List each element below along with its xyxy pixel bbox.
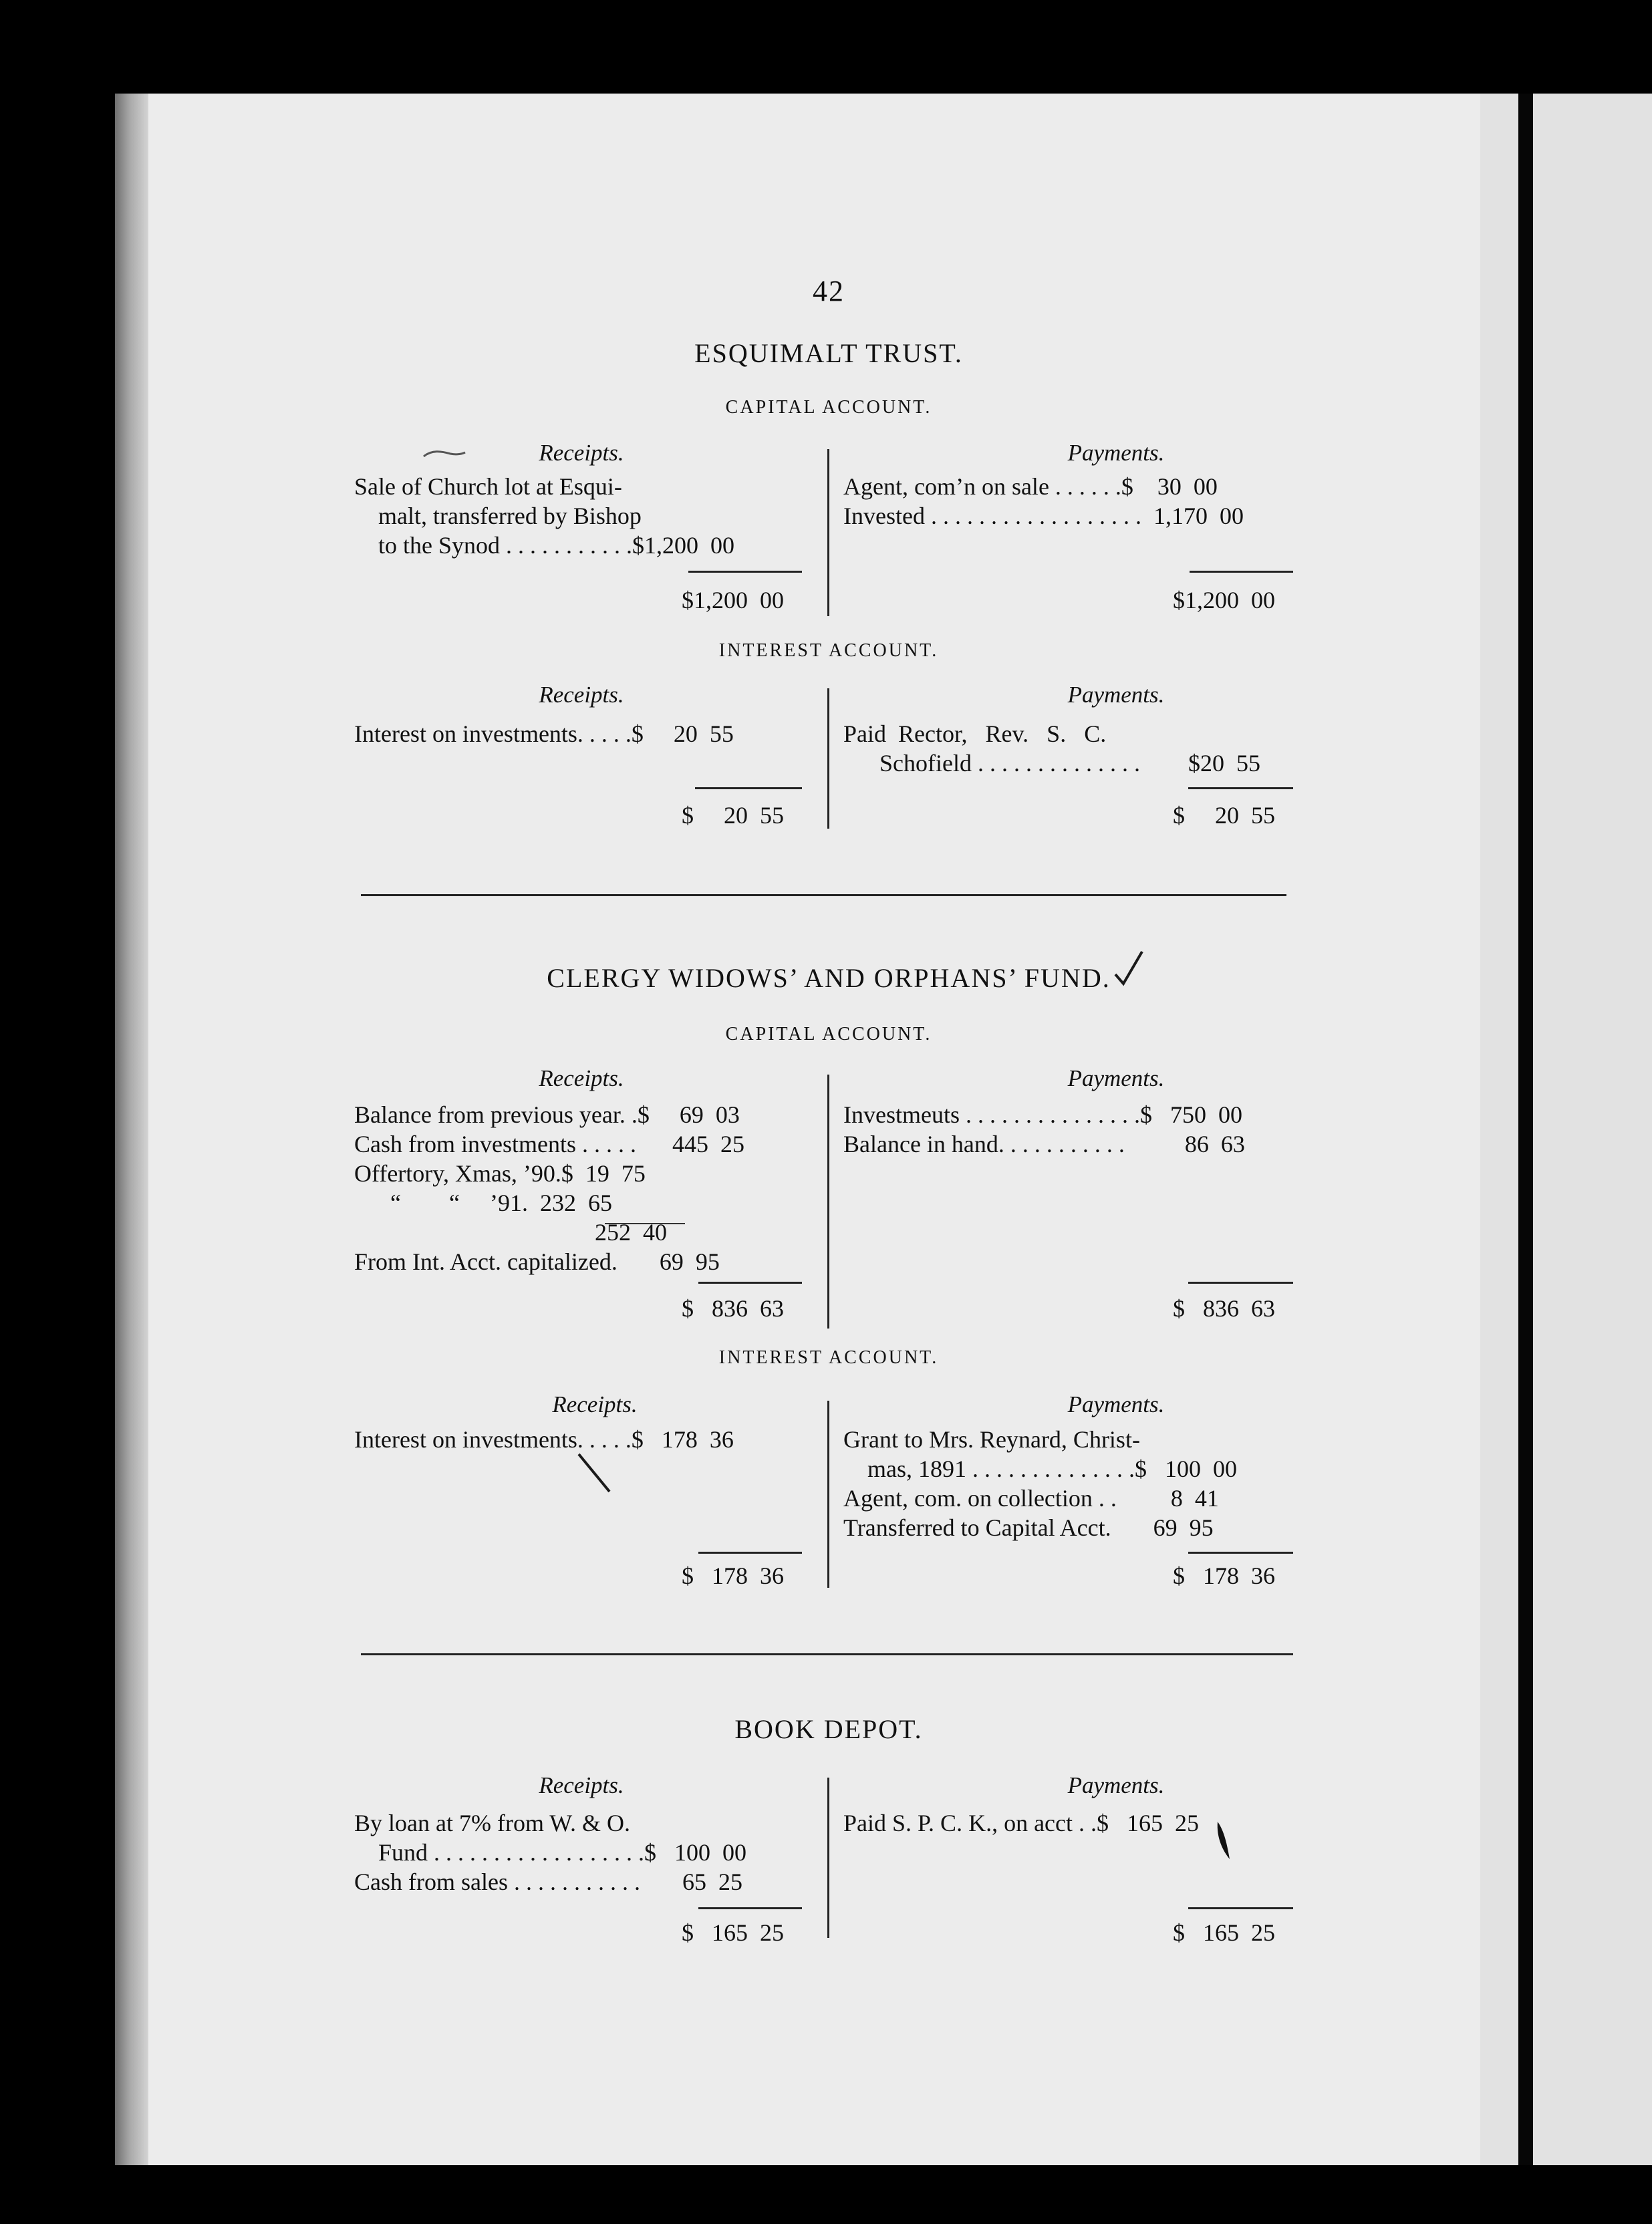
book-spine: [115, 94, 148, 2165]
clergy-capital-receipts-label: Receipts.: [539, 1065, 624, 1091]
sum-rule: [698, 1907, 802, 1909]
clergy-capital-payments-total: $ 836 63: [1173, 1295, 1275, 1322]
clergy-interest-payment-line-4: Transferred to Capital Acct. 69 95: [843, 1514, 1214, 1541]
clergy-interest-payment-line-2: mas, 1891 . . . . . . . . . . . . . .$ 100 00: [843, 1455, 1237, 1482]
clergy-interest-payments-label: Payments.: [1067, 1391, 1165, 1417]
clergy-capital-payment-line-2: Balance in hand. . . . . . . . . . . 86 63: [843, 1131, 1245, 1157]
clergy-capital-receipt-line-4: “ “ ’91. 232 65: [354, 1190, 612, 1216]
esquimalt-interest-payment-line-2: Schofield . . . . . . . . . . . . . . $20 55: [843, 750, 1260, 777]
clergy-capital-receipt-line-6: From Int. Acct. capitalized. 69 95: [354, 1248, 720, 1275]
sum-rule: [1188, 1552, 1293, 1554]
clergy-capital-payment-line-1: Investmeuts . . . . . . . . . . . . . . .$ 750 00: [843, 1101, 1242, 1128]
column-divider: [827, 1778, 829, 1938]
clergy-capital-receipt-line-2: Cash from investments . . . . . 445 25: [354, 1131, 744, 1157]
sum-rule: [698, 1282, 802, 1284]
esquimalt-interest-payment-line-1: Paid Rector, Rev. S. C.: [843, 720, 1107, 747]
ink-blot-mark: [1210, 1818, 1236, 1864]
clergy-capital-receipt-line-3: Offertory, Xmas, ’90.$ 19 75: [354, 1160, 646, 1187]
clergy-interest-receipt-line-1: Interest on investments. . . . .$ 178 36: [354, 1426, 734, 1453]
book-depot-receipts-label: Receipts.: [539, 1772, 624, 1798]
sum-rule: [1188, 1282, 1293, 1284]
book-depot-receipt-line-2: Fund . . . . . . . . . . . . . . . . . .$ 100 00: [354, 1839, 747, 1866]
page-number: 42: [813, 275, 845, 307]
page-gutter-shadow: [1518, 94, 1533, 2165]
book-depot-receipt-line-1: By loan at 7% from W. & O.: [354, 1810, 630, 1836]
clergy-capital-receipts-total: $ 836 63: [682, 1295, 784, 1322]
esquimalt-capital-payments-total: $1,200 00: [1173, 587, 1275, 613]
esquimalt-interest-payments-total: $ 20 55: [1173, 802, 1275, 829]
section-separator: [361, 894, 1286, 896]
section-title-clergy-fund: CLERGY WIDOWS’ AND ORPHANS’ FUND.: [547, 963, 1111, 993]
sum-rule: [1190, 571, 1293, 573]
clergy-interest-payments-total: $ 178 36: [1173, 1562, 1275, 1589]
book-depot-receipt-line-3: Cash from sales . . . . . . . . . . . 65 25: [354, 1868, 742, 1895]
book-depot-receipts-total: $ 165 25: [682, 1919, 784, 1946]
clergy-interest-receipts-label: Receipts.: [552, 1391, 638, 1417]
column-divider: [827, 1401, 829, 1588]
section-title-esquimalt: ESQUIMALT TRUST.: [694, 338, 963, 368]
esquimalt-interest-receipts-label: Receipts.: [539, 682, 624, 708]
column-divider: [827, 688, 829, 829]
sum-rule: [1188, 787, 1293, 789]
esquimalt-capital-receipt-line-3: to the Synod . . . . . . . . . . .$1,200 00: [354, 532, 735, 559]
sum-rule: [698, 1552, 802, 1554]
clergy-capital-payments-label: Payments.: [1067, 1065, 1165, 1091]
esquimalt-capital-receipts-label: Receipts.: [539, 440, 624, 466]
esquimalt-capital-heading: CAPITAL ACCOUNT.: [725, 397, 932, 418]
esquimalt-capital-payments-label: Payments.: [1067, 440, 1165, 466]
clergy-interest-heading: INTEREST ACCOUNT.: [718, 1347, 939, 1368]
clergy-capital-heading: CAPITAL ACCOUNT.: [725, 1024, 932, 1045]
esquimalt-interest-heading: INTEREST ACCOUNT.: [718, 640, 939, 661]
esquimalt-interest-receipts-total: $ 20 55: [682, 802, 784, 829]
esquimalt-interest-payments-label: Payments.: [1067, 682, 1165, 708]
book-depot-payment-line-1: Paid S. P. C. K., on acct . .$ 165 25: [843, 1810, 1200, 1836]
esquimalt-capital-receipt-line-2: malt, transferred by Bishop: [354, 503, 642, 529]
book-depot-payments-label: Payments.: [1067, 1772, 1165, 1798]
clergy-interest-payment-line-1: Grant to Mrs. Reynard, Christ-: [843, 1426, 1140, 1453]
esquimalt-interest-receipt-line-1: Interest on investments. . . . .$ 20 55: [354, 720, 734, 747]
section-title-book-depot: BOOK DEPOT.: [734, 1714, 923, 1744]
pencil-tick-mark: [575, 1450, 615, 1497]
sum-rule: [1188, 1907, 1293, 1909]
column-divider: [827, 449, 829, 616]
clergy-interest-payment-line-3: Agent, com. on collection . . 8 41: [843, 1485, 1219, 1512]
esquimalt-capital-receipt-line-1: Sale of Church lot at Esqui-: [354, 473, 622, 500]
esquimalt-capital-payment-line-1: Agent, com’n on sale . . . . . .$ 30 00: [843, 473, 1218, 500]
book-depot-payments-total: $ 165 25: [1173, 1919, 1275, 1946]
clergy-interest-receipts-total: $ 178 36: [682, 1562, 784, 1589]
pencil-check-mark: [1113, 948, 1146, 988]
adjacent-page: [1480, 94, 1652, 2165]
esquimalt-capital-payment-line-2: Invested . . . . . . . . . . . . . . . . . . 1,170 00: [843, 503, 1244, 529]
column-divider: [827, 1075, 829, 1329]
sum-rule: [695, 787, 802, 789]
esquimalt-capital-receipts-total: $1,200 00: [682, 587, 784, 613]
clergy-capital-receipt-line-1: Balance from previous year. .$ 69 03: [354, 1101, 740, 1128]
sum-rule: [688, 571, 802, 573]
clergy-capital-receipt-line-5: 252 40: [354, 1219, 667, 1246]
section-separator: [361, 1653, 1293, 1655]
pencil-squiggle-mark: [421, 444, 468, 464]
